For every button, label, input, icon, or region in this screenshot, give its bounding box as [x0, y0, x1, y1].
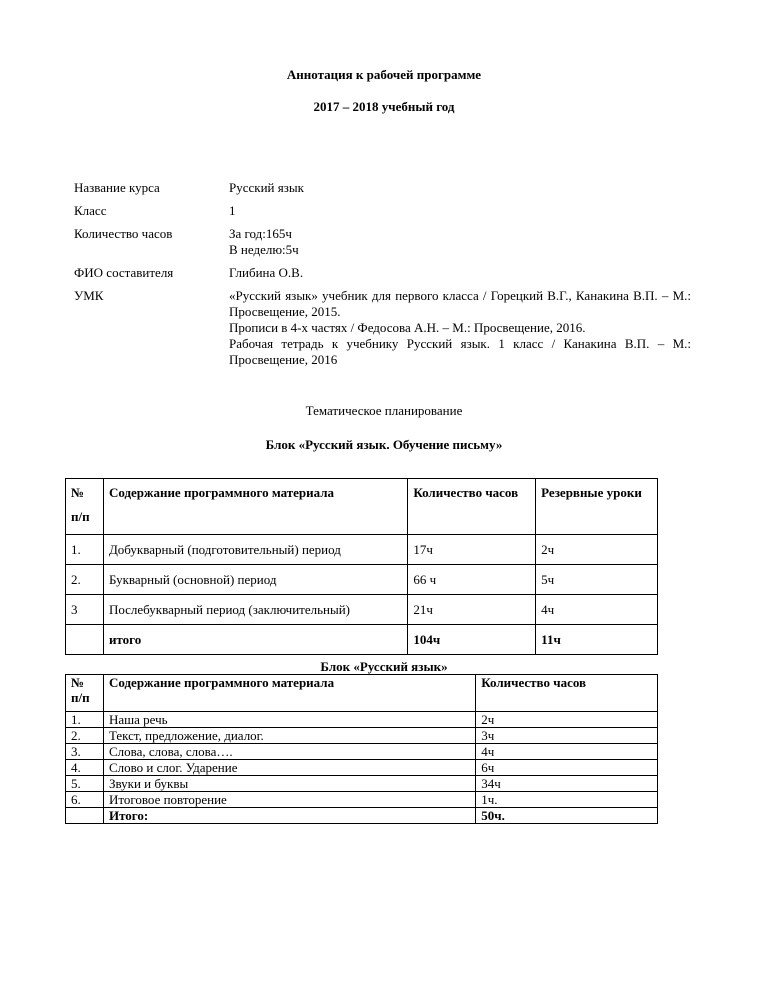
cell-total-label: итого: [103, 625, 407, 655]
cell-content: Звуки и буквы: [103, 776, 475, 792]
header-hours: Количество часов: [408, 479, 536, 535]
cell-reserve: 4ч: [536, 595, 658, 625]
cell-content: Текст, предложение, диалог.: [103, 728, 475, 744]
cell-num: 2.: [66, 728, 104, 744]
cell-total-hours: 104ч: [408, 625, 536, 655]
school-year: 2017 – 2018 учебный год: [313, 99, 455, 114]
table-row: [66, 565, 658, 595]
table-row: [66, 792, 658, 808]
header-num-line: №: [71, 675, 85, 690]
umk-item: Прописи в 4-х частях / Федосова А.Н. – М.: Просвещение, 2016.: [229, 320, 586, 335]
info-value: [229, 288, 691, 368]
cell-content: Послебукварный период (заключительный): [103, 595, 407, 625]
info-value: [229, 226, 691, 258]
header-num-line: п/п: [71, 509, 90, 524]
cell-hours: 3ч: [476, 728, 658, 744]
hours-per-week: В неделю:5ч: [229, 242, 299, 257]
info-key: Класс: [74, 203, 107, 218]
table2-caption: Блок «Русский язык»: [320, 659, 448, 674]
cell-content: Слова, слова, слова….: [103, 744, 475, 760]
cell-num: 6.: [66, 792, 104, 808]
table-row: [66, 728, 658, 744]
cell-hours: 4ч: [476, 744, 658, 760]
cell-hours: 1ч.: [476, 792, 658, 808]
table-header-row: [66, 675, 658, 712]
umk-item: «Русский язык» учебник для первого класса / Горецкий В.Г., Канакина В.П. – М.: Просвещение, 2015.: [229, 288, 691, 319]
cell-hours: 6ч: [476, 760, 658, 776]
table1-caption: Блок «Русский язык. Обучение письму»: [265, 437, 503, 452]
info-key: УМК: [74, 288, 104, 303]
header-content: Содержание программного материала: [103, 479, 407, 535]
document-title: Аннотация к рабочей программе: [286, 67, 482, 82]
table-writing-block: [65, 478, 658, 655]
umk-item: Рабочая тетрадь к учебнику Русский язык. 1 класс / Канакина В.П. – М.: Просвещение, 2016: [229, 336, 691, 367]
cell-reserve: 2ч: [536, 535, 658, 565]
table-total-row: [66, 808, 658, 824]
cell-num: 4.: [66, 760, 104, 776]
info-value: Глибина О.В.: [229, 265, 304, 280]
planning-title: Тематическое планирование: [305, 403, 463, 418]
header-hours: Количество часов: [476, 675, 658, 712]
cell-num: 5.: [66, 776, 104, 792]
cell-total-hours: 50ч.: [476, 808, 658, 824]
cell-num: [66, 808, 104, 824]
cell-total-reserve: 11ч: [536, 625, 658, 655]
cell-hours: 21ч: [408, 595, 536, 625]
cell-content: Итоговое повторение: [103, 792, 475, 808]
table-header-row: [66, 479, 658, 535]
info-value: 1: [229, 203, 236, 218]
table-row: [66, 535, 658, 565]
cell-content: Наша речь: [103, 712, 475, 728]
cell-content: Букварный (основной) период: [103, 565, 407, 595]
cell-hours: 34ч: [476, 776, 658, 792]
cell-num: 2.: [66, 565, 104, 595]
info-key: Количество часов: [74, 226, 173, 241]
cell-total-label: Итого:: [103, 808, 475, 824]
table-row: [66, 712, 658, 728]
header-num: [66, 479, 104, 535]
table-total-row: [66, 625, 658, 655]
cell-hours: 17ч: [408, 535, 536, 565]
info-key: Название курса: [74, 180, 160, 195]
header-num: [66, 675, 104, 712]
cell-num: [66, 625, 104, 655]
hours-per-year: За год:165ч: [229, 226, 292, 241]
table-row: [66, 595, 658, 625]
cell-num: 3.: [66, 744, 104, 760]
info-value: Русский язык: [229, 180, 304, 195]
header-reserve: Резервные уроки: [536, 479, 658, 535]
table-row: [66, 744, 658, 760]
cell-hours: 66 ч: [408, 565, 536, 595]
table-row: [66, 760, 658, 776]
cell-content: Добукварный (подготовительный) период: [103, 535, 407, 565]
header-num-line: п/п: [71, 690, 90, 705]
cell-hours: 2ч: [476, 712, 658, 728]
header-content: Содержание программного материала: [103, 675, 475, 712]
header-num-line: №: [71, 485, 85, 500]
table-russian-block: [65, 674, 658, 824]
table-row: [66, 776, 658, 792]
cell-reserve: 5ч: [536, 565, 658, 595]
cell-content: Слово и слог. Ударение: [103, 760, 475, 776]
info-key: ФИО составителя: [74, 265, 174, 280]
cell-num: 1.: [66, 712, 104, 728]
cell-num: 3: [66, 595, 104, 625]
cell-num: 1.: [66, 535, 104, 565]
